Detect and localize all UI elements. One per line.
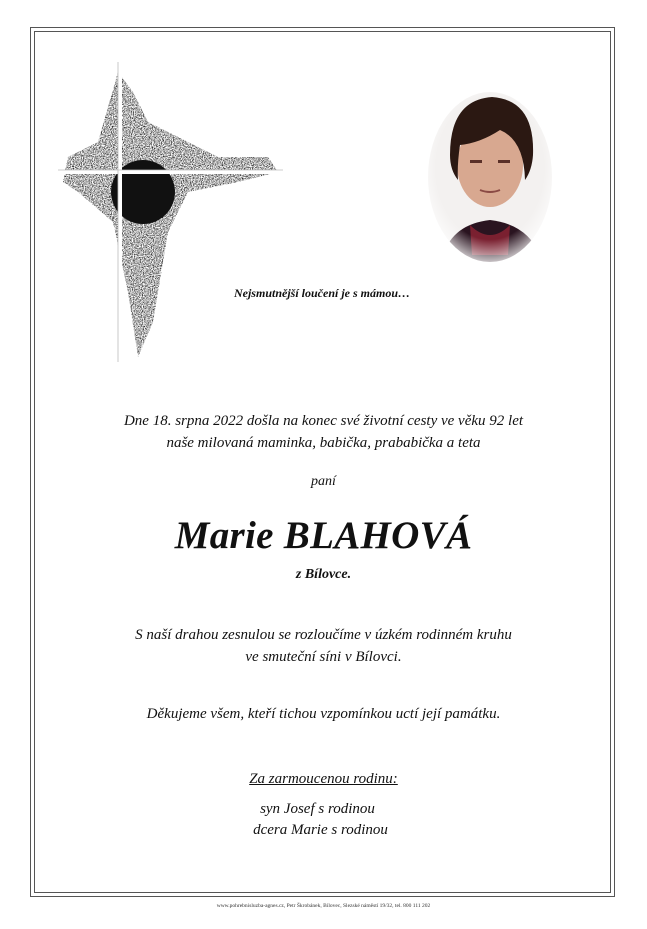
portrait-photo bbox=[420, 85, 560, 270]
honorific: paní bbox=[311, 474, 336, 489]
farewell-line-2: ve smuteční síni v Bílovci. bbox=[245, 649, 402, 665]
relative-1: syn Josef s rodinou bbox=[260, 801, 375, 817]
relative-2: dcera Marie s rodinou bbox=[253, 822, 388, 838]
deceased-name: Marie BLAHOVÁ bbox=[174, 514, 473, 557]
funeral-service-footer: www.pohrebnisluzba-agnes.cz, Petr Škrobánek, Bílovec, Slezské náměstí 19/32, tel. 800 111 202 bbox=[216, 903, 431, 909]
announcement-line-2: naše milovaná maminka, babička, prababička a teta bbox=[166, 435, 481, 451]
origin: z Bílovce. bbox=[295, 567, 352, 582]
thanks: Děkujeme všem, kteří tichou vzpomínkou uctí její památku. bbox=[146, 706, 501, 722]
farewell-line-1: S naší drahou zesnulou se rozloučíme v úzkém rodinném kruhu bbox=[135, 627, 512, 643]
mourners-heading: Za zarmoucenou rodinu: bbox=[249, 771, 398, 787]
motto: Nejsmutnější loučení je s mámou… bbox=[233, 286, 410, 300]
cross-with-sun-icon bbox=[58, 62, 283, 362]
death-announcement bbox=[0, 410, 647, 454]
announcement-line-1: Dne 18. srpna 2022 došla na konec své životní cesty ve věku 92 let bbox=[123, 413, 524, 429]
farewell-notice bbox=[0, 624, 647, 668]
